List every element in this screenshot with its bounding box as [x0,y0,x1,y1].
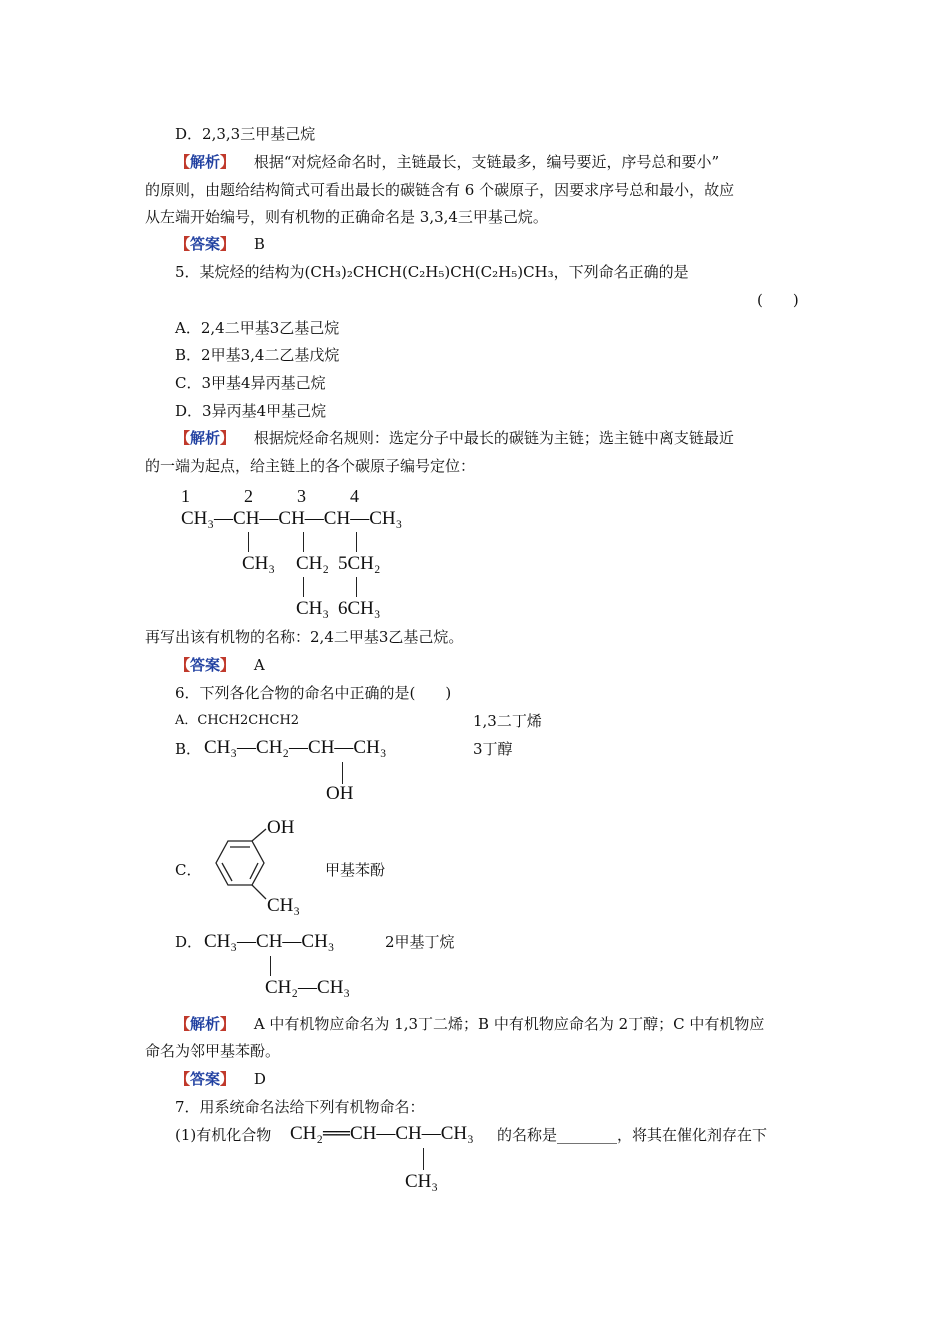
q4-analysis-l2: 的原则，由题给结构简式可看出最长的碳链含有 6 个碳原子，因要求序号总和最小，故应 [145,181,735,199]
q4-analysis-l1: 【解析】 根据“对烷烃命名时，主链最长，支链最多，编号要近，序号总和要小” [175,153,720,171]
main-chain: CH₃—CH—CH—CH—CH₃ [181,508,403,529]
q6-option-d-name: 2甲基丁烷 [385,933,455,951]
bond-line [270,956,271,976]
q6-option-c-label: C． [175,861,202,879]
carbon-number-1: 1 [181,486,190,506]
branch-ch3-lower: CH₃ [296,598,330,619]
q6-option-c-oh: OH [267,817,295,838]
answer-tag: 【答案】 [175,235,236,253]
q5-option-d: D．3异丙基4甲基己烷 [175,402,327,420]
q5-stem: 5．某烷烃的结构为(CH₃)₂CHCH(C₂H₅)CH(C₂H₅)CH₃，下列命名正确的是 [175,263,689,281]
q5-option-a: A．2,4二甲基3乙基己烷 [175,319,340,337]
q7-part1-formula: CH₂══CH—CH—CH₃ [290,1123,474,1144]
branch-ch3: CH₃ [242,553,276,574]
bond-line [356,532,357,552]
q6-option-c-ch3: CH₃ [267,895,301,916]
analysis-tag: 【解析】 [175,1015,236,1033]
q6-option-d-formula: CH₃—CH—CH₃ [204,931,335,952]
bond-line [342,762,343,784]
q6-analysis-l2: 命名为邻甲基苯酚。 [145,1042,281,1060]
answer-tag: 【答案】 [175,656,236,674]
q6-analysis-l1: 【解析】 A 中有机物应命名为 1,3丁二烯；B 中有机物应命名为 2丁醇；C 中有机物应 [175,1015,765,1033]
q7-part1-suffix: 的名称是________，将其在催化剂存在下 [497,1126,768,1144]
q7-part1-prefix: (1)有机化合物 [175,1126,272,1144]
bond-line [303,532,304,552]
q5-option-c: C．3甲基4异丙基己烷 [175,374,326,392]
q5-analysis-l1: 【解析】 根据烷烃命名规则：选定分子中最长的碳链为主链；选主链中离支链最近 [175,429,734,447]
q5-answer: 【答案】 A [175,656,265,674]
bond-line [423,1148,424,1170]
q6-option-d-branch: CH₂—CH₃ [265,977,351,998]
q5-name-line: 再写出该有机物的名称：2,4二甲基3乙基己烷。 [145,628,464,646]
q6-option-d-label: D． [175,933,203,951]
q5-option-b: B．2甲基3,4二乙基戊烷 [175,346,340,364]
q6-answer: 【答案】 D [175,1070,266,1088]
q7-stem: 7．用系统命名法给下列有机物命名： [175,1098,425,1116]
carbon-number-3: 3 [297,486,306,506]
carbon-number-4: 4 [350,486,359,506]
q4-answer: 【答案】 B [175,235,265,253]
q5-analysis-l2: 的一端为起点，给主链上的各个碳原子编号定位： [145,457,476,475]
analysis-tag: 【解析】 [175,429,236,447]
bond-line [356,577,357,597]
q6-option-a-name: 1,3二丁烯 [473,712,542,730]
branch-6ch3: 6CH₃ [338,598,381,619]
analysis-tag: 【解析】 [175,153,236,171]
q6-option-c-name: 甲基苯酚 [325,861,386,879]
q5-answer-paren: ( ) [757,291,799,309]
q4-option-d: D．2,3,3三甲基己烷 [175,125,316,143]
q6-option-b-label: B． [175,740,202,758]
answer-tag: 【答案】 [175,1070,236,1088]
q4-analysis-l3: 从左端开始编号，则有机物的正确命名是 3,3,4三甲基己烷。 [145,208,548,226]
carbon-number-2: 2 [244,486,253,506]
q6-option-b-name: 3丁醇 [473,740,513,758]
bond-line [248,532,249,552]
bond-line [303,577,304,597]
q7-part1-branch: CH₃ [405,1171,439,1192]
branch-ch2: CH₂ [296,553,330,574]
branch-5ch2: 5CH₂ [338,553,381,574]
q6-option-a: A．CHCH2CHCH2 [175,713,300,728]
q6-option-b-formula: CH₃—CH₂—CH—CH₃ [204,737,387,758]
q6-option-b-oh: OH [326,783,354,804]
q6-stem: 6．下列各化合物的命名中正确的是( ) [175,684,452,702]
